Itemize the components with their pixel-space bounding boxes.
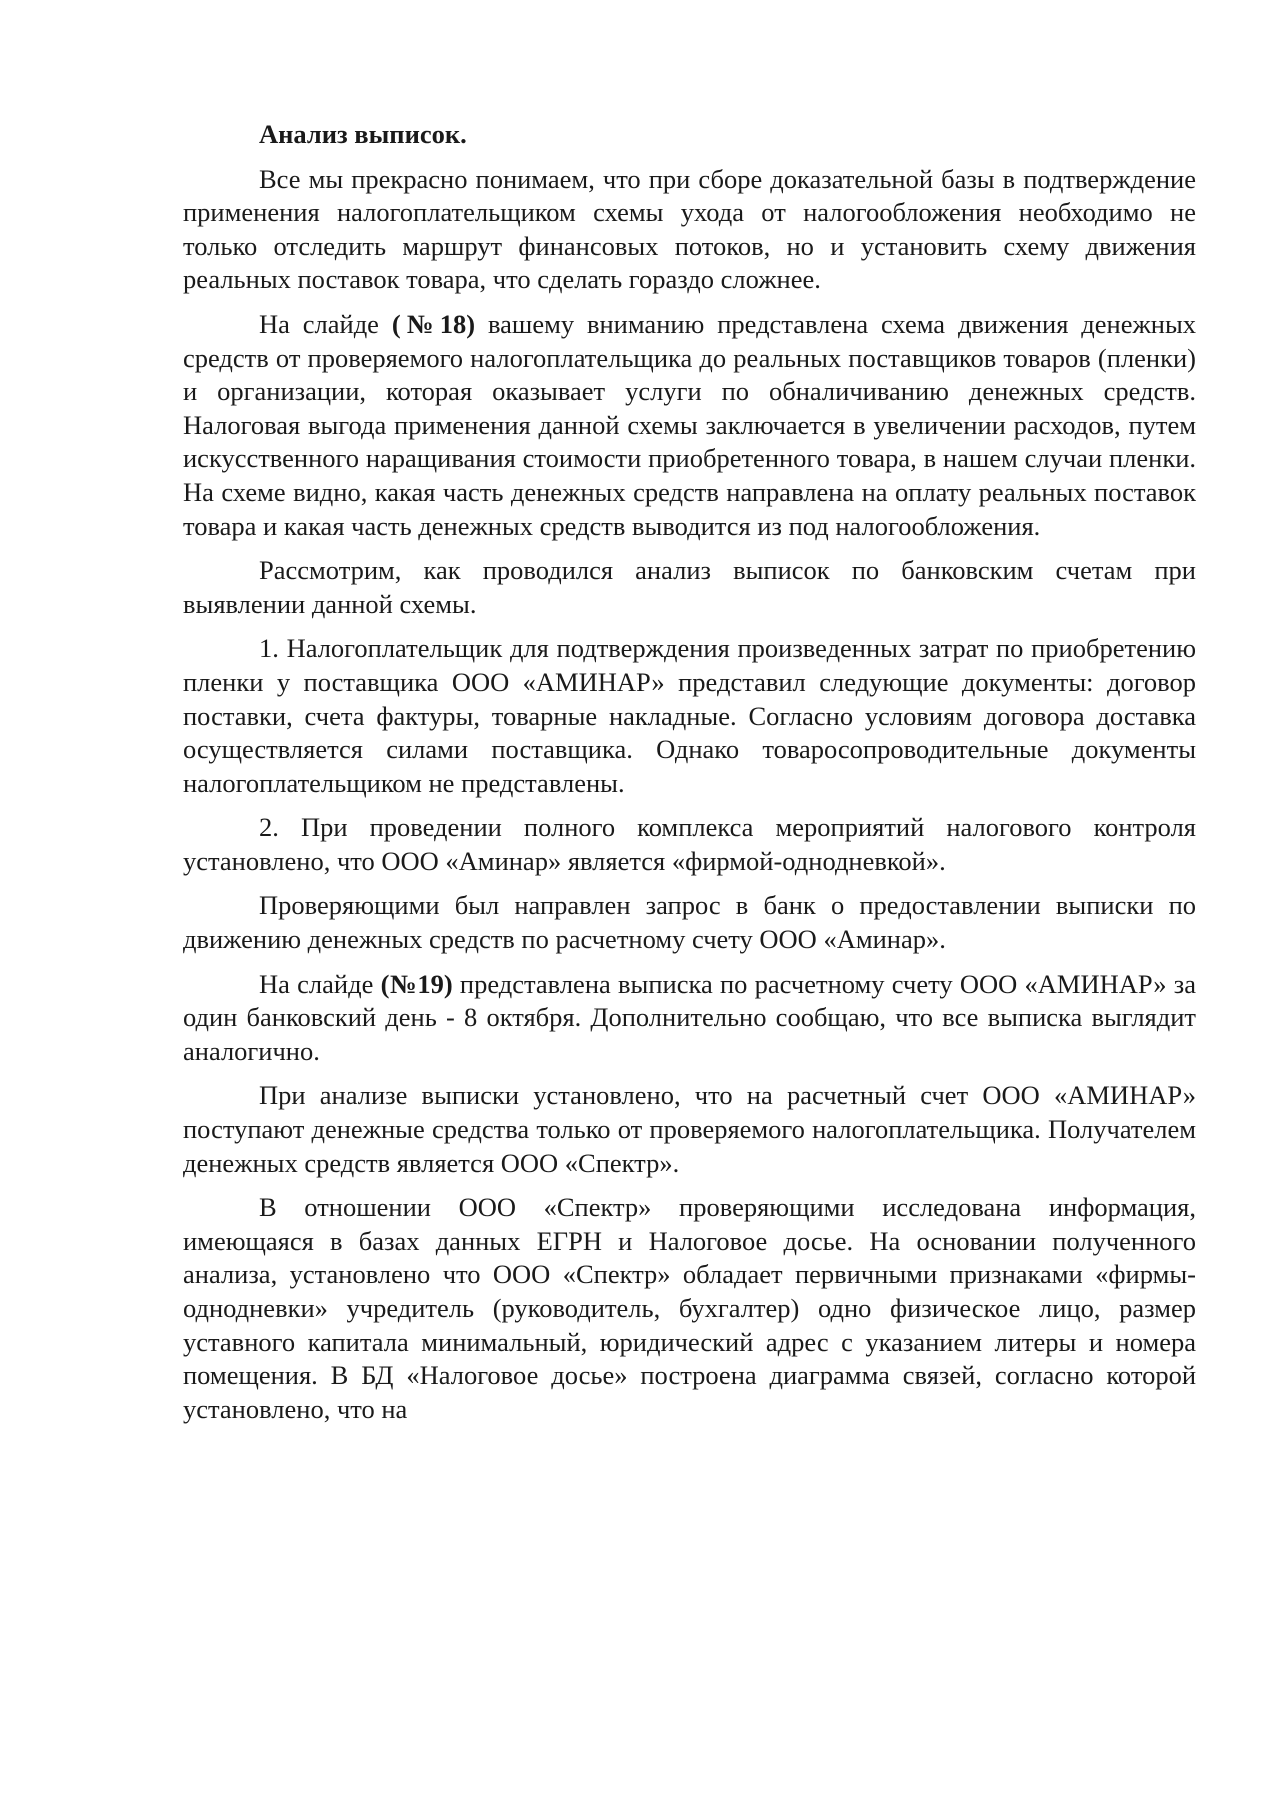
document-heading: Анализ выписок. [259, 119, 467, 149]
slide-18-text: вашему вниманию представлена схема движения денежных средств от проверяемого налогоплательщика до реальных поставщиков товаров (пленки) и организации, которая оказывает услуги по обналичиванию денежных средств. Налоговая выгода применения данной схемы заключается в увеличении расходов, путем искусственного наращивания стоимости приобретенного товара, в нашем случаи пленки. На схеме видно, какая часть денежных средств направлена на оплату реальных поставок товара и какая часть денежных средств выводится из под налогообложения. [183, 308, 1196, 541]
slide-18-lead: На слайде [259, 308, 392, 339]
paragraph-statement-analysis: При анализе выписки установлено, что на расчетный счет ООО «АМИНАР» поступают денежные средства только от проверяемого налогоплательщика. Получателем денежных средств является ООО «Спектр». [183, 1080, 1196, 1178]
document-body [183, 118, 1196, 1437]
slide-19-reference: (№19) [380, 968, 453, 999]
paragraph-spektr: В отношении ООО «Спектр» проверяющими исследована информация, имеющаяся в базах данных ЕГРН и Налоговое досье. На основании полученного анализа, установлено что ООО «Спектр» обладает первичными признаками «фирмы-однодневки» учредитель (руководитель, бухгалтер) одно физическое лицо, размер уставного капитала минимальный, юридический адрес с указанием литеры и номера помещения. В БД «Налоговое досье» построена диаграмма связей, согласно которой установлено, что на [183, 1192, 1196, 1424]
paragraph-point-2: 2. При проведении полного комплекса мероприятий налогового контроля установлено, что ООО «Аминар» является «фирмой-однодневкой». [183, 812, 1196, 876]
slide-18-reference: (№18) [391, 308, 476, 339]
slide-19-text: представлена выписка по расчетному счету ООО «АМИНАР» за один банковский день - 8 октября. Дополнительно сообщаю, что все выписка выглядит аналогично. [183, 968, 1197, 1066]
paragraph-point-1: 1. Налогоплательщик для подтверждения произведенных затрат по приобретению пленки у поставщика ООО «АМИНАР» представил следующие документы: договор поставки, счета фактуры, товарные накладные. Согласно условиям договора доставка осуществляется силами поставщика. Однако товаросопроводительные документы налогоплательщиком не представлены. [183, 633, 1196, 798]
paragraph-analysis-intro: Рассмотрим, как проводился анализ выписок по банковским счетам при выявлении данной схемы. [183, 555, 1196, 619]
paragraph-slide-19 [183, 968, 1196, 1069]
paragraph-intro: Все мы прекрасно понимаем, что при сборе доказательной базы в подтверждение применения налогоплательщиком схемы ухода от налогообложения необходимо не только отследить маршрут финансовых потоков, но и установить схему движения реальных поставок товара, что сделать гораздо сложнее. [183, 163, 1196, 295]
slide-19-lead: На слайде [259, 968, 381, 999]
paragraph-bank-request: Проверяющими был направлен запрос в банк о предоставлении выписки по движению денежных средств по расчетному счету ООО «Аминар». [183, 890, 1196, 955]
paragraph-slide-18 [183, 308, 1196, 543]
